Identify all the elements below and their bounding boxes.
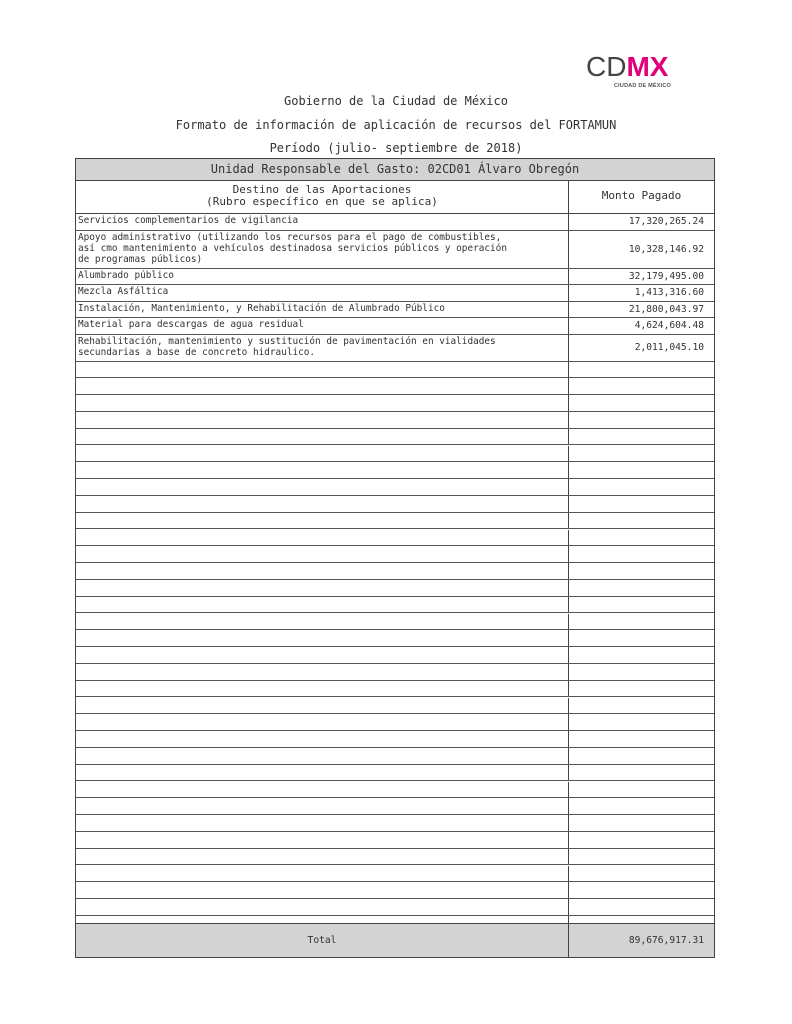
table-row (76, 318, 714, 335)
empty-cell (76, 563, 569, 579)
empty-cell (76, 496, 569, 512)
table-row (76, 285, 714, 302)
empty-cell (76, 479, 569, 495)
empty-cell (76, 866, 569, 882)
destino-header (76, 181, 569, 213)
empty-cell (76, 681, 569, 697)
empty-row (76, 647, 714, 664)
destino-text-line: Mezcla Asfáltica (78, 286, 169, 297)
period-title: Período (julio- septiembre de 2018) (269, 141, 523, 155)
monto-value: 17,320,265.24 (628, 216, 704, 228)
empty-cell (76, 882, 569, 898)
empty-row (76, 614, 714, 631)
table-row (76, 302, 714, 319)
empty-row (76, 815, 714, 832)
destino-text-line: Instalación, Mantenimiento, y Rehabilitación de Alumbrado Público (78, 302, 445, 314)
empty-cell (569, 798, 714, 814)
empty-row (76, 866, 714, 883)
empty-cell (569, 462, 714, 478)
monto-cell (569, 318, 714, 334)
empty-row (76, 446, 714, 463)
table-row (76, 231, 714, 269)
destino-cell (76, 285, 569, 301)
empty-row (76, 765, 714, 782)
logo-cd: CD (586, 51, 627, 82)
empty-cell (569, 647, 714, 663)
empty-cell (569, 496, 714, 512)
empty-cell (569, 614, 714, 630)
destino-text-line: Alumbrado público (78, 269, 174, 281)
destino-text-line: así cmo mantenimiento a vehículos destinadosa servicios públicos y operación (78, 242, 507, 254)
destino-cell (76, 231, 569, 268)
empty-cell (569, 815, 714, 831)
government-title: Gobierno de la Ciudad de México (284, 94, 508, 108)
logo-tagline: CIUDAD DE MÉXICO (614, 83, 671, 89)
empty-cell (569, 546, 714, 562)
empty-cell (76, 597, 569, 613)
empty-cell (76, 714, 569, 730)
empty-row (76, 630, 714, 647)
empty-cell (569, 765, 714, 781)
table-row (76, 335, 714, 362)
destino-cell (76, 318, 569, 334)
empty-row (76, 479, 714, 496)
empty-cell (569, 412, 714, 428)
empty-cell (569, 597, 714, 613)
empty-row (76, 462, 714, 479)
destino-cell (76, 335, 569, 361)
empty-row (76, 849, 714, 866)
empty-row (76, 698, 714, 715)
destino-header-line2: (Rubro específico en que se aplica) (206, 195, 438, 208)
destino-cell (76, 269, 569, 285)
empty-cell (569, 563, 714, 579)
total-amount-cell (569, 924, 714, 957)
monto-value: 1,413,316.60 (634, 287, 704, 299)
empty-row (76, 782, 714, 799)
monto-cell (569, 231, 714, 268)
empty-row (76, 429, 714, 446)
empty-cell (569, 479, 714, 495)
empty-row (76, 899, 714, 916)
destino-header-line1: Destino de las Aportaciones (232, 183, 412, 196)
empty-cell (76, 446, 569, 462)
empty-cell (76, 849, 569, 865)
empty-cell (76, 546, 569, 562)
monto-value: 4,624,604.48 (634, 320, 704, 332)
empty-cell (76, 698, 569, 714)
monto-value: 21,800,043.97 (628, 303, 704, 315)
empty-row (76, 714, 714, 731)
empty-cell (569, 882, 714, 898)
fortamun-table (75, 158, 715, 958)
empty-cell (569, 832, 714, 848)
total-label-cell (76, 924, 569, 957)
empty-cell (569, 513, 714, 529)
column-header-row (76, 181, 714, 214)
empty-cell (569, 378, 714, 394)
empty-cell (76, 530, 569, 546)
logo-mx: MX (626, 51, 669, 82)
monto-cell (569, 285, 714, 301)
empty-row (76, 580, 714, 597)
empty-row (76, 513, 714, 530)
empty-cell (76, 513, 569, 529)
empty-cell (569, 731, 714, 747)
empty-cell (569, 630, 714, 646)
empty-cell (76, 647, 569, 663)
empty-row (76, 496, 714, 513)
monto-value: 2,011,045.10 (634, 342, 704, 353)
empty-cell (569, 664, 714, 680)
monto-cell (569, 335, 714, 361)
empty-cell (569, 866, 714, 882)
empty-cell (569, 849, 714, 865)
monto-cell (569, 302, 714, 318)
destino-text-line: Servicios complementarios de vigilancia (78, 215, 299, 226)
empty-cell (76, 378, 569, 394)
empty-row (76, 748, 714, 765)
empty-cell (76, 580, 569, 596)
destino-text-line: secundarias a base de concreto hidraulico. (78, 346, 316, 358)
monto-header: Monto Pagado (601, 189, 682, 202)
empty-row (76, 597, 714, 614)
empty-cell (76, 429, 569, 445)
empty-cell (76, 815, 569, 831)
empty-row (76, 882, 714, 899)
empty-cell (569, 395, 714, 411)
empty-cell (76, 664, 569, 680)
monto-cell (569, 269, 714, 285)
empty-cell (569, 714, 714, 730)
total-row (76, 923, 714, 957)
destino-cell (76, 302, 569, 318)
empty-cell (76, 362, 569, 378)
destino-text-line: Material para descargas de agua residual (78, 319, 304, 330)
empty-row (76, 681, 714, 698)
empty-row (76, 798, 714, 815)
empty-cell (569, 782, 714, 798)
empty-cell (76, 798, 569, 814)
destino-text-line: Apoyo administrativo (utilizando los recursos para el pago de combustibles, (78, 231, 502, 243)
empty-cell (76, 832, 569, 848)
empty-cell (569, 899, 714, 915)
empty-row (76, 832, 714, 849)
empty-cell (76, 748, 569, 764)
responsible-unit: Unidad Responsable del Gasto: 02CD01 Álvaro Obregón (76, 159, 714, 181)
empty-cell (76, 630, 569, 646)
destino-text-line: de programas públicos) (78, 253, 203, 265)
empty-cell (569, 429, 714, 445)
empty-cell (569, 446, 714, 462)
table-row (76, 269, 714, 286)
monto-value: 10,328,146.92 (628, 243, 704, 255)
monto-cell (569, 214, 714, 230)
empty-cell (76, 395, 569, 411)
empty-cell (76, 462, 569, 478)
empty-cell (76, 782, 569, 798)
empty-row (76, 664, 714, 681)
cdmx-logo (586, 52, 690, 92)
empty-row (76, 731, 714, 748)
empty-cell (569, 530, 714, 546)
empty-cell (76, 765, 569, 781)
empty-cell (569, 681, 714, 697)
empty-row (76, 563, 714, 580)
empty-cell (569, 748, 714, 764)
format-title: Formato de información de aplicación de recursos del FORTAMUN (175, 118, 617, 132)
destino-cell (76, 214, 569, 230)
empty-cell (569, 580, 714, 596)
total-label: Total (307, 935, 337, 946)
empty-cell (569, 362, 714, 378)
empty-row (76, 412, 714, 429)
empty-row (76, 362, 714, 379)
logo-wordmark (586, 52, 668, 87)
empty-cell (569, 698, 714, 714)
empty-row (76, 395, 714, 412)
monto-value: 32,179,495.00 (628, 270, 704, 282)
total-amount: 89,676,917.31 (628, 935, 704, 946)
empty-cell (76, 614, 569, 630)
destino-text-line: Rehabilitación, mantenimiento y sustitución de pavimentación en vialidades (78, 335, 496, 347)
empty-row (76, 546, 714, 563)
empty-cell (76, 412, 569, 428)
empty-row (76, 378, 714, 395)
empty-row (76, 530, 714, 547)
table-row (76, 214, 714, 231)
empty-cell (76, 731, 569, 747)
empty-cell (76, 899, 569, 915)
